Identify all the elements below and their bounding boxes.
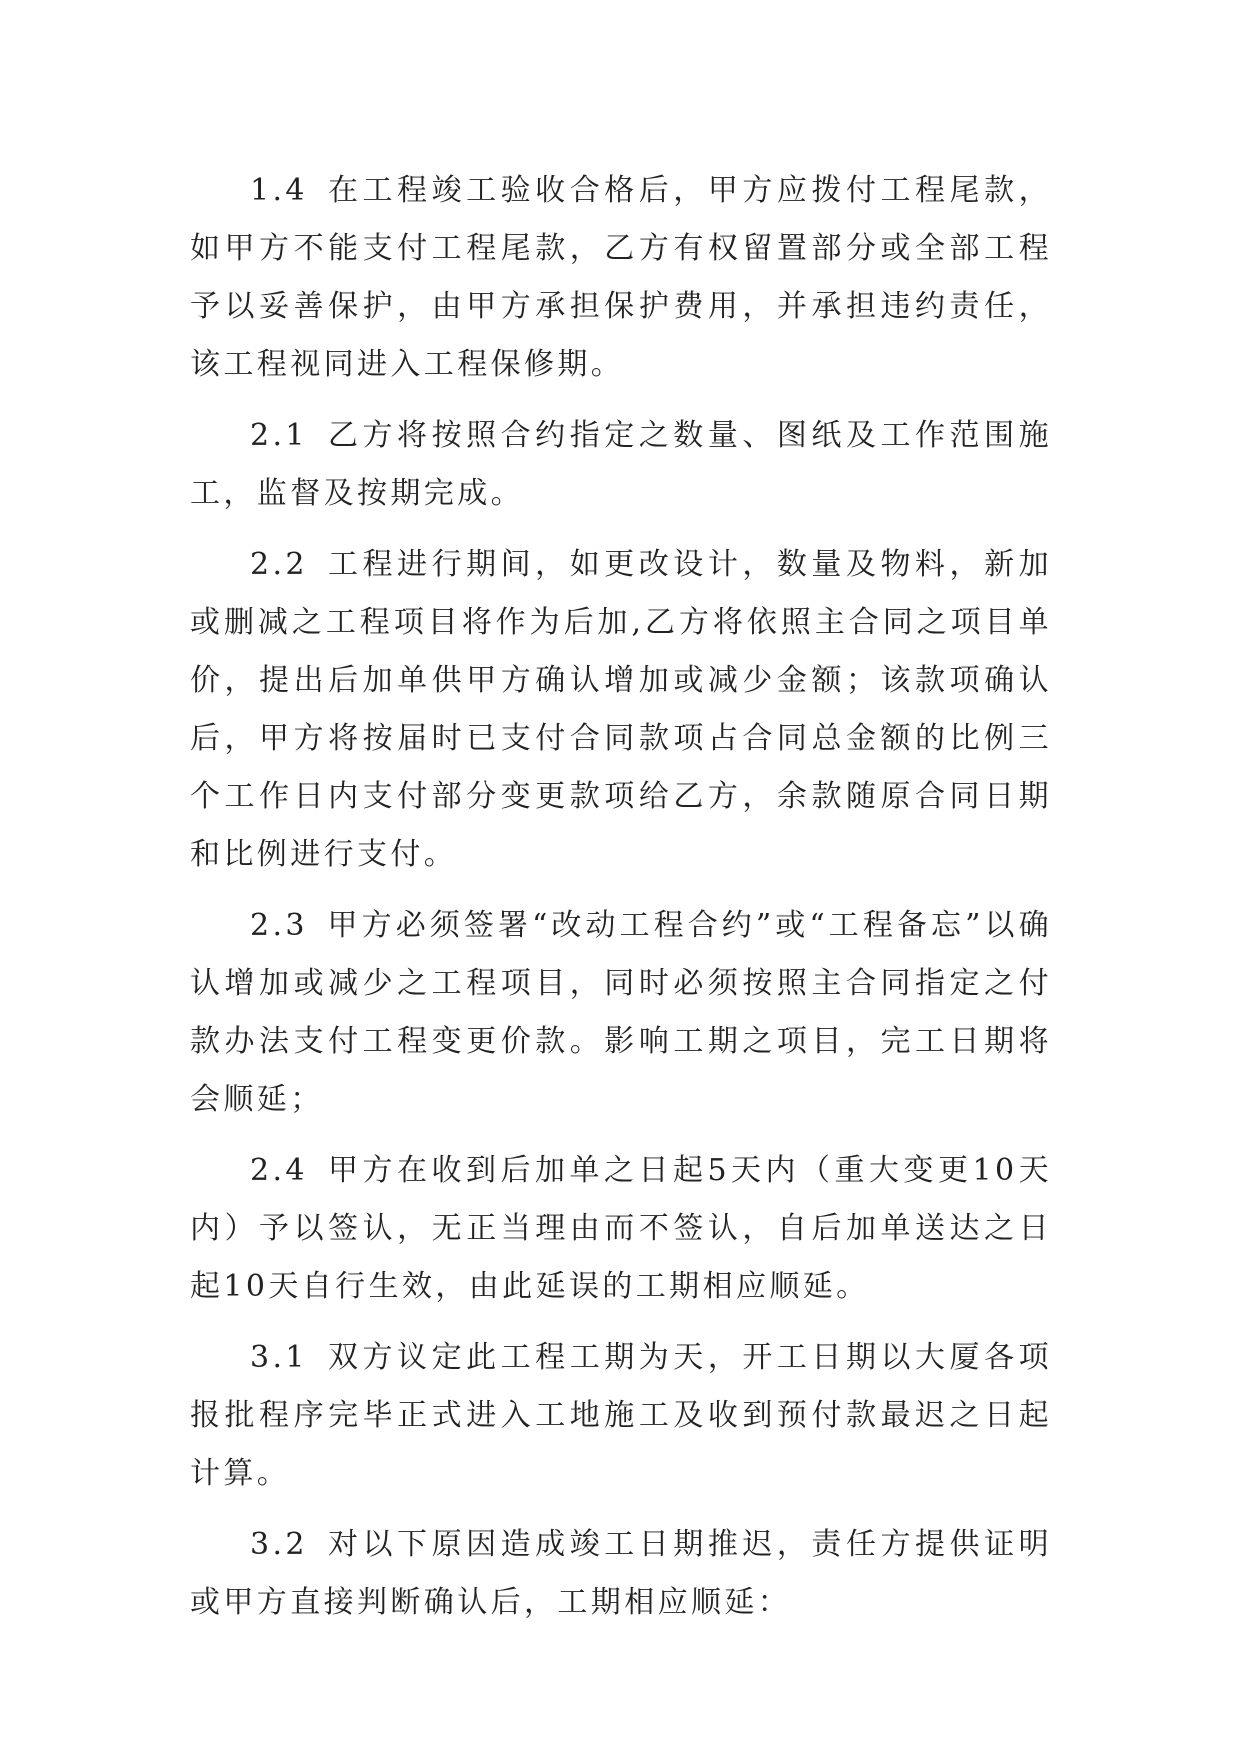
clause-text: 双方议定此工程工期为天，开工日期以大厦各项报批程序完毕正式进入工地施工及收到预付款最迟之日起计算。 — [190, 1340, 1053, 1491]
clause-text: 对以下原因造成竣工日期推迟，责任方提供证明或甲方直接判断确认后，工期相应顺延： — [190, 1527, 1053, 1620]
clause-number: 3.1 — [250, 1340, 308, 1375]
clause-3-1 — [190, 1329, 1052, 1503]
clause-text: 甲方必须签署“改动工程合约”或“工程备忘”以确认增加或减少之工程项目，同时必须按照主合同指定之付款办法支付工程变更价款。影响工期之项目，完工日期将会顺延； — [190, 908, 1052, 1117]
clause-text: 甲方在收到后加单之日起5天内（重大变更10天内）予以签认，无正当理由而不签认，自后加单送达之日起10天自行生效，由此延误的工期相应顺延。 — [190, 1153, 1053, 1304]
clause-2-4 — [190, 1142, 1052, 1316]
clause-3-2 — [190, 1516, 1052, 1632]
clause-2-3 — [190, 897, 1052, 1129]
clause-text: 乙方将按照合约指定之数量、图纸及工作范围施工，监督及按期完成。 — [190, 418, 1053, 511]
clause-number: 1.4 — [250, 173, 308, 208]
clause-number: 2.2 — [250, 547, 308, 582]
clause-number: 2.4 — [250, 1153, 308, 1188]
clause-2-1 — [190, 407, 1052, 523]
clause-text: 在工程竣工验收合格后，甲方应拨付工程尾款，如甲方不能支付工程尾款，乙方有权留置部分或全部工程予以妥善保护，由甲方承担保护费用，并承担违约责任，该工程视同进入工程保修期。 — [190, 173, 1053, 382]
document-body — [190, 162, 1052, 1645]
clause-text: 工程进行期间，如更改设计，数量及物料，新加或删减之工程项目将作为后加,乙方将依照主合同之项目单价，提出后加单供甲方确认增加或减少金额；该款项确认后，甲方将按届时已支付合同款项占合同总金额的比例三个工作日内支付部分变更款项给乙方，余款随原合同日期和比例进行支付。 — [190, 547, 1053, 872]
clause-1-4 — [190, 162, 1052, 394]
clause-number: 2.3 — [250, 908, 308, 943]
clause-number: 2.1 — [250, 418, 308, 453]
clause-2-2 — [190, 536, 1052, 884]
clause-number: 3.2 — [250, 1527, 308, 1562]
